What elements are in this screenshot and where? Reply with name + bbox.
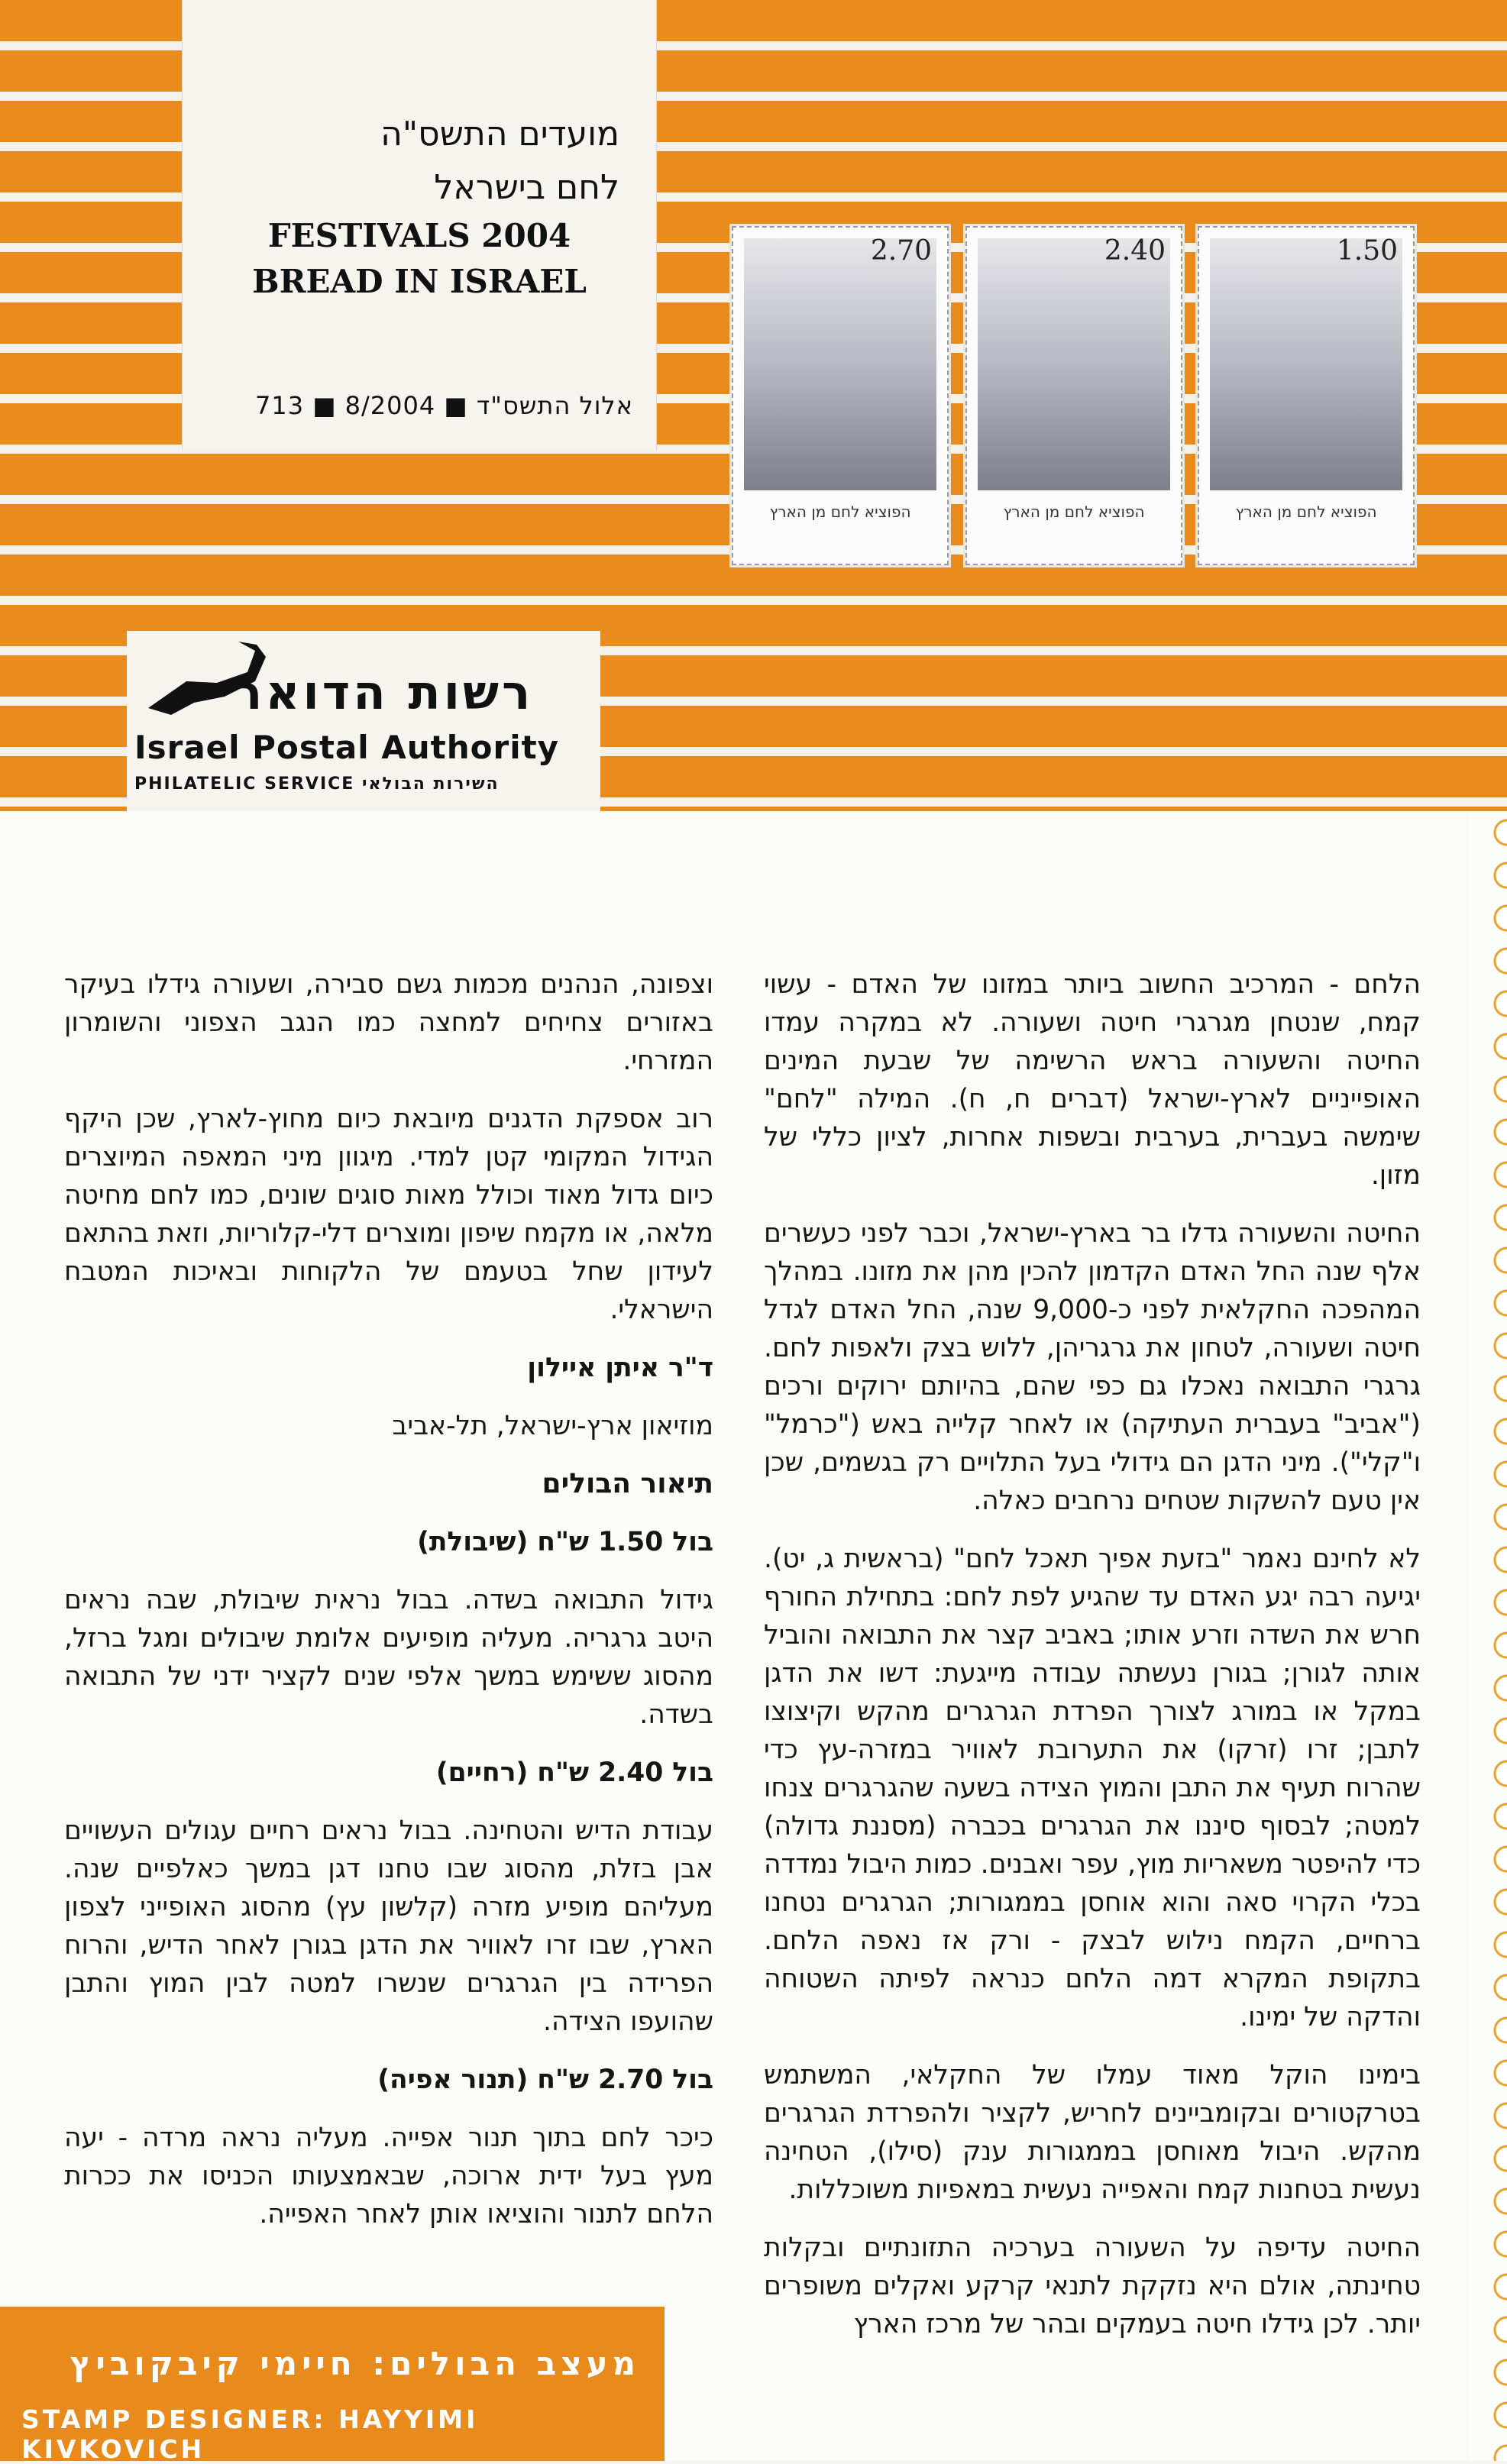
title-box [182, 0, 657, 451]
paragraph: החיטה והשעורה גדלו בר בארץ-ישראל, וכבר לפני כעשרים אלף שנה החל האדם הקדמון להכין מהן את מזונו. במהלך המהפכה החקלאית לפני כ-9,000 שנה, החל האדם לגדל חיטה ושעורה, לטחון את גרגריהן, ללוש בצק ולאפות לחם. גרגרי התבואה נאכלו גם כפי שהם, בהיותם ירוקים ורכים ("אביב" בעברית העתיקה) או לאחר קלייה באש ("כרמל" ו"קלי"). מיני הדגן הם גידולי בעל התלויים רק בגשמים, שכן אין טעם להשקות שטחים נרחבים כאלה. [764, 1218, 1421, 1516]
stamp-artwork [978, 238, 1170, 490]
stamp-tab-caption: הפוציא לחם מן הארץ [1003, 503, 1145, 521]
stamp-tab-caption: הפוציא לחם מן הארץ [769, 503, 911, 521]
stamp-value: 2.40 [1104, 235, 1166, 267]
stamp-heading: בול 2.40 ש"ח (רחיים) [435, 1757, 713, 1788]
perforated-edge [1467, 811, 1507, 2461]
paragraph: לא לחינם נאמר "בזעת אפיך תאכל לחם" (בראשית ג, יט). יגיעה רבה יגע האדם עד שהגיע לפת לחם: בתחילת החורף חרש את השדה וזרע אותו; באביב קצר את התבואה והוביל אותה לגורן; בגורן נעשתה עבודה מייגעת: דשו את הדגן במקל או במורג לצורך הפרדת הגרגרים מהקש וקיצוצו לתבן; זרו (זרקו) את התערובת לאוויר במזרה-עץ כדי שהרוח תעיף את התבן והמוץ הצידה בשעה שהגרגרים צנחו למטה; לבסוף סיננו את הגרגרים בכברה (מסננת גדולה) כדי להיפטר משאריות מוץ, עפר ואבנים. כמות היבול נמדדה בכלי הקרוי סאה והוא אוחסן בממגורות; הגרגרים נטחנו ברחיים, הקמח נילוש לבצק - ורק אז נאפה הלחם. בתקופת המקרא דמה הלחם כנראה לפיתה השטוחה והדקה של ימינו. [764, 1544, 1421, 2032]
author-name: ד"ר איתן איילון [527, 1353, 713, 1383]
logo-english: Israel Postal Authority [134, 729, 560, 766]
stamp-heading: בול 1.50 ש"ח (שיבולת) [417, 1527, 713, 1557]
stamp-description: עבודת הדיש והטחינה. בבול נראים רחיים עגולים העשויים אבן בזלת, מהסוג שבו טחנו דגן במשך כאלפיים שנה. מעליהם מופיע מזרה (קלשון עץ) מהסוג האופייני לצפון הארץ, שבו זרו לאוויר את הדגן בגורן לאחר הדיש, והרוח הפרידה בין הגרגרים שנשרו למטה לבין המוץ והתבן שהועפו הצידה. [64, 1816, 713, 2037]
author-institution: מוזיאון ארץ-ישראל, תל-אביב [392, 1411, 713, 1441]
title-hebrew-line2: לחם בישראל [434, 168, 619, 207]
issue-line: אלול התשס"ד ■ 8/2004 ■ 713 [254, 391, 633, 420]
stamp-heading: בול 2.70 ש"ח (תנור אפיה) [377, 2065, 713, 2095]
stamp-value: 2.70 [870, 235, 932, 267]
title-english-line2: BREAD IN ISRAEL [252, 263, 587, 300]
stamp-wheat-ear [1198, 226, 1415, 565]
stamp-artwork [1210, 238, 1402, 490]
title-english-line1: FESTIVALS 2004 [267, 217, 571, 254]
stamp-description: כיכר לחם בתוך תנור אפייה. מעליה נראה מרדה - יעה מעץ בעל ידית ארוכה, שבאמצעותו הכניסו את ככרות הלחם לתנור והוציאו אותן לאחר האפייה. [64, 2123, 713, 2230]
left-column [64, 965, 713, 2253]
paragraph: רוב אספקת הדגנים מיובאת כיום מחוץ-לארץ, שכן היקף הגידול המקומי קטן למדי. מיגוון מיני המאפה המיוצרים כיום גדול מאוד וכולל מאות סוגים שונים, כמו לחם מחיטה מלאה, או מקמח שיפון ומוצרים דלי-קלוריות, וזאת בהתאם לעידון שחל בטעמם של הלקוחות ובאיכות המטבח הישראלי. [64, 1104, 713, 1325]
designer-hebrew: מעצב הבולים: חיימי קיבקוביץ [70, 2345, 640, 2382]
designer-credit [0, 2307, 665, 2464]
section-title: תיאור הבולים [542, 1468, 713, 1499]
stamp-millstone [965, 226, 1182, 565]
stamp-value: 1.50 [1336, 235, 1398, 267]
stamp-artwork [744, 238, 936, 490]
right-column [764, 965, 1421, 2363]
paragraph: וצפונה, הנהנים מכמות גשם סבירה, ושעורה גידלו בעיקר באזורים צחיחים למחצה כמו הנגב הצפוני והשומרון המזרחי. [64, 969, 713, 1076]
title-hebrew-line1: מועדים התשס"ה [380, 115, 619, 154]
designer-english: STAMP DESIGNER: HAYYIMI KIVKOVICH [21, 2404, 479, 2464]
stamp-bread-oven [732, 226, 949, 565]
paragraph: הלחם - המרכיב החשוב ביותר במזונו של האדם - עשוי קמח, שנטחן מגרגרי חיטה ושעורה. לא במקרה עמדו החיטה והשעורה בראש הרשימה של שבעת המינים האופייניים לארץ-ישראל (דברים ח, ח). המילה "לחם" שימשה בעברית, בערבית ובשפות אחרות, לציון כללי של מזון. [764, 969, 1421, 1191]
stamp-tab-caption: הפוציא לחם מן הארץ [1235, 503, 1377, 521]
paragraph: החיטה עדיפה על השעורה בערכיה התזונתיים ובקלות טחינתה, אולם היא נזקקת לתנאי קרקע ואקלים משופרים יותר. לכן גידלו חיטה בעמקים ובהר של מרכז הארץ [764, 2233, 1421, 2340]
logo-subtitle: PHILATELIC SERVICE השירות הבולאי [134, 774, 500, 794]
top-banner [0, 0, 1507, 811]
stamp-description: גידול התבואה בשדה. בבול נראית שיבולת, שבה נראים היטב גרגריה. מעליה מופיעים אלומת שיבולים ומגל ברזל, מהסוג ששימש במשך אלפי שנים לקציר ידני של התבואה בשדה. [64, 1585, 713, 1730]
paragraph: בימינו הוקל מאוד עמלו של החקלאי, המשתמש בטרקטורים ובקומביינים לחריש, לקציר ולהפרדת הגרגרים מהקש. היבול מאוחסן בממגורות ענק (סילו), הטחינה נעשית בטחנות קמח והאפייה נעשית במאפיות משוכללות. [764, 2060, 1421, 2205]
postal-authority-logo [127, 631, 600, 811]
logo-hebrew: רשות הדואר [234, 665, 534, 720]
